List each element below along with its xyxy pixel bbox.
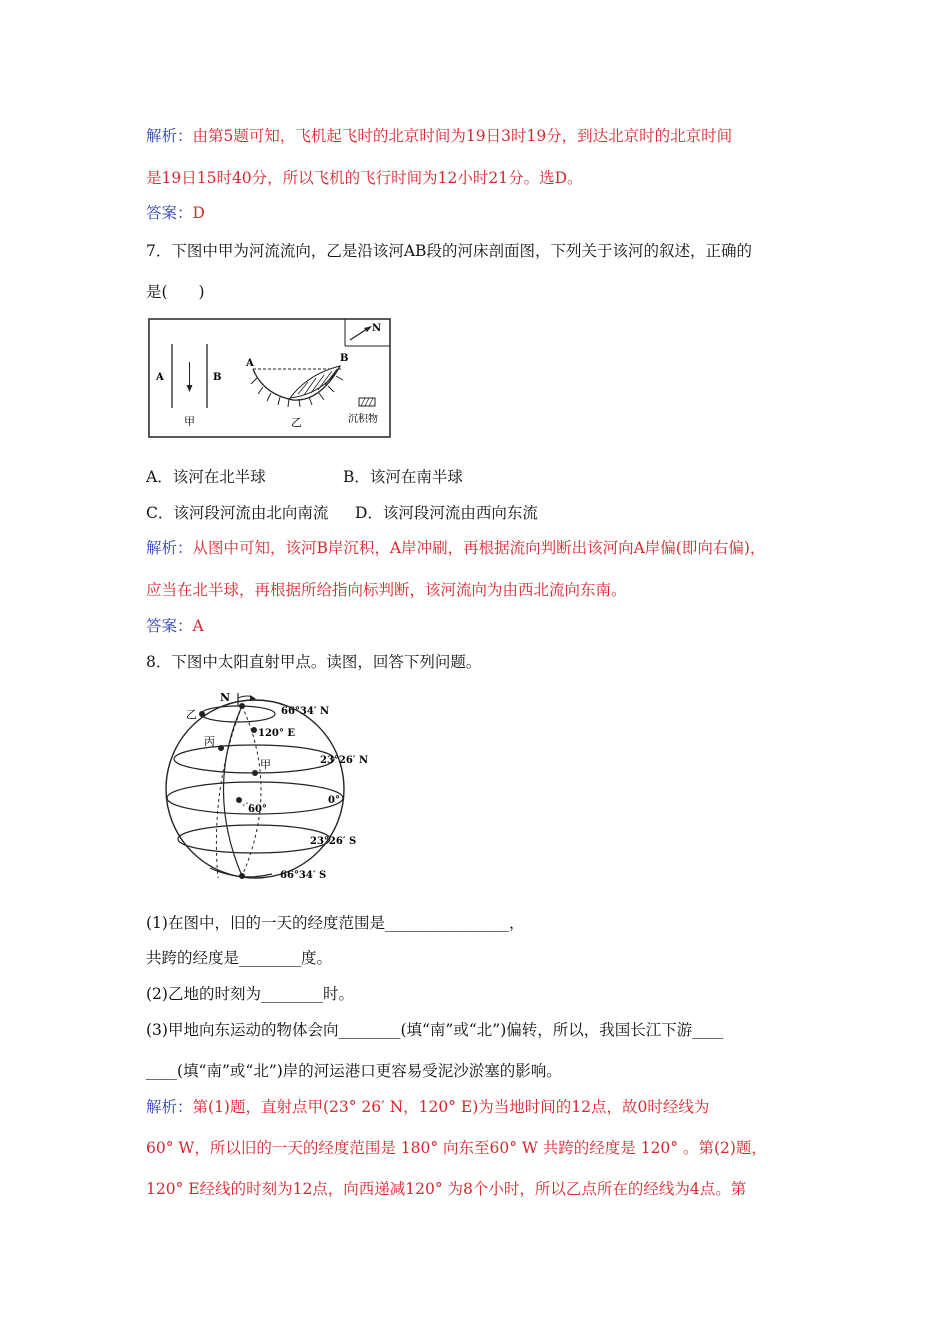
q8-analysis-line2: 60° W，所以旧的一天的经度范围是 180° 向东至60° W 共跨的经度是 120° 。第(2)题，: [146, 1139, 767, 1157]
q7-jia-label: 甲: [184, 415, 195, 428]
q7-left-a: A: [156, 372, 164, 383]
q8-yi-label: 乙: [186, 708, 197, 721]
q8-stem: 8．下图中太阳直射甲点。读图，回答下列问题。: [146, 653, 482, 671]
q7-legend-label: 沉积物: [348, 414, 378, 425]
q7-stem-line1: 7．下图中甲为河流流向，乙是沿该河AB段的河床剖面图，下列关于该河的叙述，正确的: [146, 242, 752, 260]
point-center: [236, 797, 242, 803]
q7-option-a: A．该河在北半球: [146, 468, 266, 486]
point-yi: [199, 711, 205, 717]
point-120e: [251, 727, 257, 733]
q7-answer: [146, 615, 204, 637]
q6-answer-value: D: [192, 204, 205, 222]
q8-analysis-line1: [146, 1096, 709, 1118]
q8-lon-60: 60°: [248, 804, 267, 815]
q8-sub3-line2: ____(填“南”或“北”)岸的河运港口更容易受泥沙淤塞的影响。: [146, 1062, 562, 1080]
q7-analysis-label: 解析：: [146, 539, 193, 557]
q8-jia-label: 甲: [260, 758, 271, 771]
q7-analysis-line1: [146, 537, 765, 559]
q7-river-figure: [148, 318, 392, 439]
q8-globe-figure: [150, 688, 385, 886]
q7-sec-a: A: [246, 358, 254, 369]
q7-stem-line2: 是( ): [146, 283, 205, 301]
q8-lat-6634n: 66°34′ N: [281, 706, 330, 717]
q6-analysis-text1: 由第5题可知，飞机起飞时的北京时间为19日3时19分，到达北京时的北京时间: [192, 127, 733, 145]
q8-n-label: N: [220, 691, 231, 704]
tropic-of-cancer: [174, 745, 334, 773]
q7-option-d: D．该河段河流由西向东流: [355, 504, 538, 522]
q7-north-label: N: [372, 323, 382, 334]
q7-option-b: B．该河在南半球: [343, 468, 463, 486]
q6-analysis-line2: 是19日15时40分，所以飞机的飞行时间为12小时21分。选D。: [146, 169, 583, 187]
south-pole-point: [239, 873, 245, 879]
q8-analysis-line3: 120° E经线的时刻为12点，向西递减120° 为8个小时，所以乙点所在的经线为4点。第: [146, 1180, 747, 1198]
q8-sub3-line1: (3)甲地向东运动的物体会向________(填“南”或“北”)偏转，所以，我国长江下游____: [146, 1021, 724, 1039]
q8-sub2: (2)乙地的时刻为________时。: [146, 985, 354, 1003]
q7-yi-label: 乙: [291, 416, 302, 429]
q6-answer: [146, 202, 205, 224]
q7-sec-b: B: [340, 353, 349, 364]
q8-equator-label: 0°: [328, 795, 340, 806]
q8-lon-120e: 120° E: [258, 728, 295, 739]
q8-lat-2326s: 23°26′ S: [310, 836, 357, 847]
point-jia: [252, 770, 258, 776]
q8-lat-2326n: 23°26′ N: [320, 755, 369, 766]
north-pole-point: [239, 703, 245, 709]
q7-answer-value: A: [192, 617, 204, 635]
q8-sub1-line1: (1)在图中，旧的一天的经度范围是________________，: [146, 914, 525, 932]
q7-answer-label: 答案：: [146, 617, 193, 635]
point-bing: [218, 745, 224, 751]
q8-lat-6634s: 66°34′ S: [280, 870, 327, 881]
q6-analysis-line1: [146, 125, 732, 147]
q8-analysis-text1: 第(1)题，直射点甲(23° 26′ N，120° E)为当地时间的12点，故0时经线为: [192, 1098, 710, 1116]
q7-analysis-line2: 应当在北半球，再根据所给指向标判断，该河流向为由西北流向东南。: [146, 581, 627, 599]
tropic-of-capricorn: [178, 825, 330, 853]
q7-analysis-text1: 从图中可知，该河B岸沉积，A岸冲刷，再根据流向判断出该河向A岸偏(即向右偏)，: [192, 539, 766, 557]
q6-analysis-label: 解析：: [146, 127, 193, 145]
q8-bing-label: 丙: [204, 735, 215, 748]
q6-answer-label: 答案：: [146, 204, 193, 222]
q7-option-c: C．该河段河流由北向南流: [146, 504, 329, 522]
q8-sub1-line2: 共跨的经度是________度。: [146, 949, 333, 967]
q7-left-b: B: [213, 372, 222, 383]
q8-analysis-label: 解析：: [146, 1098, 193, 1116]
